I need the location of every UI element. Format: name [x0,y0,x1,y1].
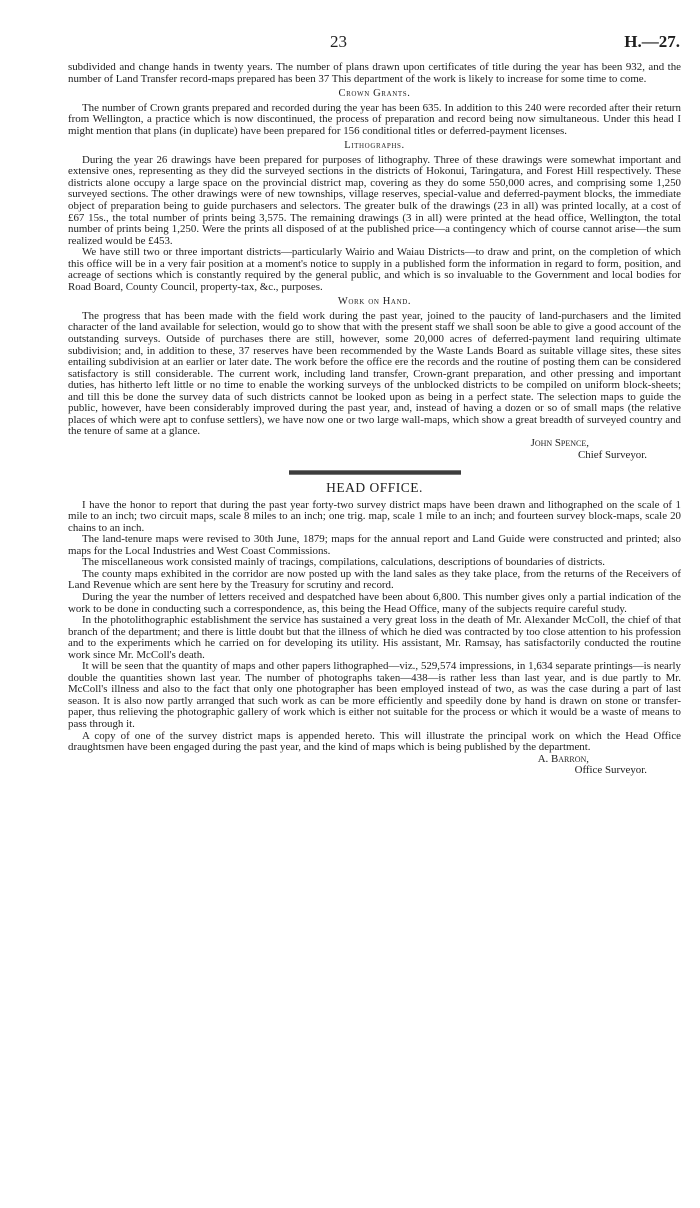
page-number: 23 [330,32,347,51]
paragraph: subdivided and change hands in twenty years. The number of plans drawn upon certificates of title during the year has been 932, and the number of Land Transfer record-maps prepared has been 37 This department of the work is likely to increase for some time to come. [68,61,681,85]
paragraph: During the year 26 drawings have been prepared for purposes of lithography. Three of these drawings were somewhat important and extensive ones, representing as they did the surveyed sections in the districts of Hokonui, Taringatura, and Forest Hill respectively. These districts alone occupy a large space on the provincial district map, covering as they do some 550,000 acres, and comprising some 1,250 surveyed sections. The other drawings were of new townships, village reserves, special-value and deferred-payment blocks, the immediate object of preparation being to guide purchasers and selectors. The greater bulk of the drawings (23 in all) was printed locally, at a cost of £67 15s., the total number of prints being 3,575. The remaining drawings (3 in all) were printed at the head office, Wellington, the total number of prints being 1,250. Were the prints all disposed of at the published price—a contingency which of course cannot arise—the sum realized would be £453. [68,153,681,247]
paragraph: During the year the number of letters received and despatched have been about 6,800. This number gives only a partial indication of the work to be done in conducting such a correspondence, as, this being the Head Office, many of the subjects require careful study. [68,590,681,615]
section-divider [289,470,461,475]
paper-identifier: H.—27. [624,32,680,51]
paragraph: The number of Crown grants prepared and recorded during the year has been 635. In addition to this 240 were recorded after their return from Wellington, a practice which is now discontinued, the process of preparation and record being now simultaneous. Under this head I might mention that plans (in duplicate) have been prepared for 156 conditional titles or deferred-payment licenses. [68,101,681,137]
section-heading-head-office: HEAD OFFICE. [326,480,423,496]
section-heading-work-on-hand: Work on Hand. [337,296,412,308]
paragraph: The county maps exhibited in the corridor are now posted up with the land sales as they take place, from the returns of the Receivers of Land Revenue which are sent here by the Treasury for scrutiny and record. [68,567,681,592]
paragraph: A copy of one of the survey district maps is appended hereto. This will illustrate the principal work on which the Head Office draughtsmen have been engaged during the past year, and the kind of maps which is being published by the department. [68,729,681,754]
paragraph: The miscellaneous work consisted mainly of tracings, compilations, calculations, descriptions of boundaries of districts. [82,556,605,569]
signatory-title: Chief Surveyor. [578,448,647,461]
section-heading-crown-grants: Crown Grants. [338,88,411,100]
paragraph: I have the honor to report that during the past year forty-two survey district maps have been drawn and lithographed on the scale of 1 mile to an inch; two circuit maps, scale 8 miles to an inch; one trig. map, scale 1 mile to an inch; and fourteen survey block-maps, scale 20 chains to an inch. [68,498,681,534]
paragraph: The progress that has been made with the field work during the past year, joined to the paucity of land-purchasers and the limited character of the land available for selection, would go to show that with the present staff we shall soon be able to give a good account of the outstanding surveys. Outside of purchases there are still, however, some 20,000 acres of deferred-payment land requiring ultimate subdivision; and, in addition to these, 37 reserves have been recommended by the Waste Lands Board as suitable village sites, these sites entailing subdivision at an earlier or later date. The work before the office ere the records and the routine of posting them can be considered satisfactory is still considerable. The current work, including land transfer, Crown-grant preparation, and other pressing and important duties, has hitherto left little or no time to enable the working surveys of the unblocked districts to be compiled on uniform block-sheets; and till this be done the survey data of such districts cannot be looked upon as being in a perfect state. The selection maps to guide the public, however, have been considerably improved during the past year, and, instead of having a dozen or so of small maps (the relative places of which were apt to confuse settlers), we have now one or two large wall-maps, which show a great breadth of surveyed country and the tenure of same at a glance. [68,309,681,438]
paragraph: It will be seen that the quantity of maps and other papers lithographed—viz., 529,574 impressions, in 1,634 separate printings—is nearly double the quantities shown last year. The number of photographs taken—438—is rather less than last year, and is due partly to Mr. McColl's illness and also to the fact that only one photographer has been employed instead of two, as was the case during a part of last season. It is also now partly arranged that such work as can be more efficiently and speedily done by hand is drawn on stone or transfer-paper, thus relieving the photographic gallery of work which is either not suitable for the process or which it would be a waste of means to pass through it. [68,660,681,730]
running-header [0,32,700,54]
signature-block [68,754,681,777]
section-heading-lithographs: Lithographs. [344,140,405,152]
signatory-name: John Spence, [530,436,589,449]
signature-block [68,438,681,461]
paragraph: We have still two or three important districts—particularly Wairio and Waiau Districts—to draw and print, on the completion of which this office will be in a very fair position at a moment's notice to supply in a published form the information in regard to form, position, and acreage of sections which is constantly required by the general public, and which is so invaluable to the Government and local bodies for Road Board, County Council, property-tax, &c., purposes. [68,246,681,293]
signatory-name: A. Barron, [537,752,589,765]
paragraph: The land-tenure maps were revised to 30th June, 1879; maps for the annual report and Land Guide were constructed and printed; also maps for the Local Industries and West Coast Commissions. [68,533,681,557]
body-text [68,62,681,777]
signatory-title: Office Surveyor. [574,764,647,777]
paragraph: In the photolithographic establishment the service has sustained a very great loss in the death of Mr. Alexander McColl, the chief of that branch of the department; and there is little doubt but that the illness of which he died was contracted by too close attention to his profession and to the experiments which he carried on for developing its utility. His assistant, Mr. Ramsay, has satisfactorily conducted the routine work since Mr. McColl's death. [68,614,681,661]
